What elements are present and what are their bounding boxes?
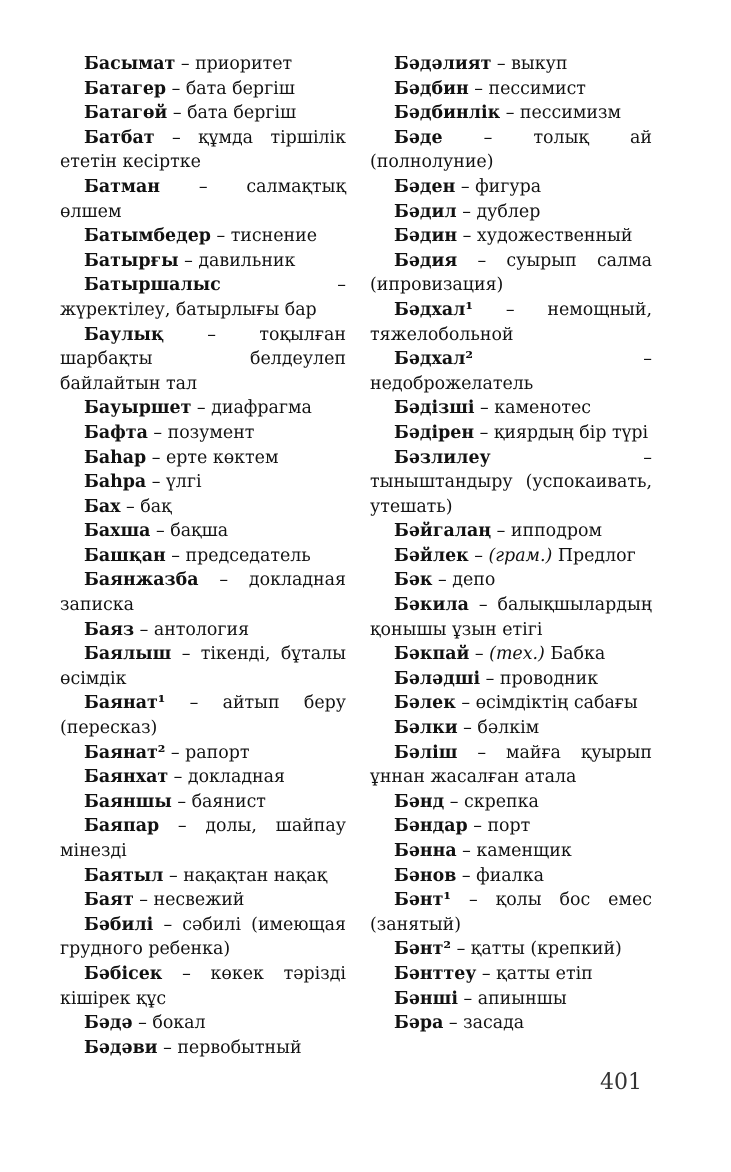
entry-headword: Баялыш	[84, 644, 172, 665]
dictionary-entry	[60, 421, 346, 446]
entry-headword: Баянат²	[84, 742, 166, 763]
entry-definition: – давильник	[178, 250, 296, 271]
dictionary-entry	[60, 77, 346, 102]
entry-definition: – нақақтан нақақ	[163, 865, 328, 886]
entry-grammar-label: (тех.)	[489, 644, 545, 665]
entry-headword: Баят	[84, 890, 134, 911]
dictionary-entry	[370, 446, 652, 520]
entry-definition: – айтып беру (пересказ)	[60, 693, 346, 739]
entry-headword: Баяпар	[84, 816, 160, 837]
dictionary-entry	[60, 962, 346, 1011]
entry-headword: Батырғы	[84, 250, 179, 271]
entry-definition: – первобытный	[157, 1037, 302, 1058]
entry-headword: Бәра	[394, 1013, 444, 1034]
entry-headword: Бәндар	[394, 816, 468, 837]
entry-definition: – каменщик	[456, 841, 572, 861]
entry-headword: Басымат	[84, 54, 176, 74]
dictionary-entry	[370, 175, 652, 200]
dictionary-entry	[370, 888, 652, 937]
entry-definition: – ипподром	[491, 521, 602, 542]
entry-definition: – жүректілеу, батырлығы бар	[60, 275, 346, 320]
entry-headword: Бәнші	[394, 988, 458, 1009]
entry-definition: – несвежий	[133, 890, 245, 911]
entry-headword: Бәнттеу	[394, 963, 477, 984]
dictionary-entry	[370, 864, 652, 889]
entry-headword: Батагер	[84, 78, 167, 99]
entry-definition: – пессимизм	[500, 103, 622, 124]
dictionary-entry	[60, 519, 346, 544]
dictionary-entry	[370, 126, 652, 175]
dictionary-entry	[60, 568, 346, 617]
entry-headword: Баянхат	[84, 767, 169, 788]
entry-headword: Бауыршет	[84, 398, 192, 419]
entry-definition: – сәбилі (имеющая грудного ребенка)	[60, 914, 346, 960]
entry-definition: – антология	[134, 619, 250, 640]
entry-headword: Бәнов	[394, 865, 457, 886]
entry-headword: Бәк	[394, 570, 433, 591]
dictionary-entry	[60, 126, 346, 175]
entry-headword: Бәнт²	[394, 939, 452, 960]
entry-definition: – өсімдіктің сабағы	[455, 693, 638, 714]
dictionary-entry	[370, 200, 652, 225]
entry-definition: – художественный	[457, 226, 633, 247]
entry-headword: Батыршалыс	[84, 275, 221, 296]
entry-definition: – үлгі	[146, 472, 202, 493]
entry-headword: Бәден	[394, 176, 456, 197]
entry-definition: – бақша	[150, 521, 229, 542]
entry-headword: Бәнт¹	[394, 890, 452, 911]
dictionary-entry	[60, 446, 346, 471]
dictionary-entry	[60, 765, 346, 790]
entry-headword: Бәдин	[394, 226, 458, 247]
entry-definition: – қолы бос емес (занятый)	[370, 890, 652, 935]
entry-headword: Бәде	[394, 127, 443, 148]
entry-definition: – тікенді, бұталы өсімдік	[60, 644, 346, 689]
dictionary-entry	[370, 544, 652, 569]
entry-definition: – майға қуырып ұннан жасалған атала	[370, 742, 652, 788]
entry-definition: – дублер	[456, 201, 541, 222]
entry-headword: Бәдбинлік	[394, 103, 501, 124]
dictionary-entry	[370, 691, 652, 716]
page-number: 401	[600, 1070, 642, 1095]
dictionary-entry	[60, 1011, 346, 1036]
dictionary-entry	[60, 323, 346, 397]
dictionary-entry	[370, 839, 652, 864]
entry-headword: Бәдірен	[394, 422, 475, 443]
entry-definition: – қатты (крепкий)	[451, 939, 622, 960]
entry-definition: – диафрагма	[191, 398, 312, 419]
dictionary-entry	[370, 716, 652, 741]
entry-headword: Баятыл	[84, 865, 164, 886]
entry-headword: Бәдил	[394, 201, 457, 222]
dictionary-entry	[60, 273, 346, 322]
dictionary-entry	[370, 962, 652, 987]
entry-headword: Баянат¹	[84, 693, 166, 714]
entry-headword: Бәйгалаң	[394, 521, 492, 542]
entry-headword: Батагөй	[84, 103, 168, 124]
entry-definition: – долы, шайпау мінезді	[60, 816, 346, 861]
entry-definition: – докладная	[168, 767, 285, 788]
entry-definition: – қатты етіп	[476, 963, 593, 984]
entry-headword: Бәдізші	[394, 398, 475, 419]
dictionary-entry	[60, 52, 346, 77]
entry-definition: – приоритет	[175, 54, 293, 74]
entry-definition: – бақ	[120, 496, 172, 517]
entry-definition: Предлог	[552, 545, 636, 566]
entry-definition: – толық ай (полнолуние)	[370, 127, 652, 173]
entry-definition: – құмда тіршілік ететін кесіртке	[60, 127, 346, 173]
dictionary-entry	[60, 224, 346, 249]
entry-definition: – позумент	[147, 422, 255, 443]
entry-definition: – бокал	[132, 1013, 206, 1034]
dictionary-entry	[60, 642, 346, 691]
dictionary-entry	[370, 790, 652, 815]
entry-headword: Бәлки	[394, 718, 458, 739]
entry-headword: Батман	[84, 176, 161, 197]
dictionary-entry	[370, 642, 652, 667]
entry-definition: – тыныштандыру (успокаивать, утешать)	[370, 447, 652, 517]
entry-headword: Баһра	[84, 472, 147, 493]
entry-headword: Бәбісек	[84, 963, 163, 984]
dictionary-entry	[370, 741, 652, 790]
entry-definition: – қиярдың бір түрі	[474, 422, 649, 443]
entry-headword: Батбат	[84, 127, 155, 148]
entry-definition: – докладная записка	[60, 570, 346, 616]
dictionary-entry	[370, 224, 652, 249]
entry-definition: – порт	[467, 816, 531, 837]
entry-headword: Баулық	[84, 324, 164, 345]
dictionary-entry	[370, 1011, 652, 1036]
entry-headword: Баянжазба	[84, 570, 199, 591]
entry-headword: Баяншы	[84, 791, 172, 812]
entry-definition: – суырып салма (ипровизация)	[370, 250, 652, 296]
entry-definition: – недоброжелатель	[370, 349, 652, 394]
entry-headword: Бафта	[84, 422, 148, 443]
dictionary-entry	[370, 667, 652, 692]
entry-headword: Бәдхал¹	[394, 299, 474, 320]
entry-definition: – проводник	[480, 668, 599, 689]
entry-definition: Бабка	[544, 644, 606, 665]
entry-headword: Баһар	[84, 447, 147, 468]
dictionary-entry	[370, 937, 652, 962]
entry-headword: Башқан	[84, 545, 166, 566]
entry-headword: Бәлек	[394, 693, 456, 714]
entry-headword: Бәдәви	[84, 1037, 158, 1058]
dictionary-entry	[60, 790, 346, 815]
entry-definition: – депо	[432, 570, 496, 591]
entry-headword: Бәдәлият	[394, 54, 492, 74]
entry-headword: Бәдия	[394, 250, 458, 271]
entry-definition: – выкуп	[491, 54, 568, 74]
entry-headword: Бәдә	[84, 1013, 133, 1034]
entry-definition: – каменотес	[474, 398, 592, 419]
entry-definition: – пессимист	[468, 78, 586, 99]
entry-headword: Бәзлилеу	[394, 447, 491, 468]
entry-definition: – ерте көктем	[146, 447, 279, 468]
dictionary-entry	[60, 618, 346, 643]
entry-headword: Бәдбин	[394, 78, 469, 99]
entry-definition: – көкек тәрізді кішірек құс	[60, 963, 346, 1009]
dictionary-entry	[60, 1036, 346, 1061]
dictionary-entry	[370, 347, 652, 396]
entry-grammar-label: (грам.)	[488, 545, 553, 566]
entry-definition: – фиалка	[456, 865, 544, 886]
dictionary-entry	[60, 913, 346, 962]
right-column	[370, 52, 652, 1036]
dictionary-entry	[370, 396, 652, 421]
dictionary-entry	[370, 814, 652, 839]
dictionary-entry	[370, 568, 652, 593]
dictionary-entry	[60, 888, 346, 913]
entry-headword: Бахша	[84, 521, 151, 542]
entry-headword: Бәліш	[394, 742, 458, 763]
entry-definition: – председатель	[165, 545, 311, 566]
dictionary-entry	[60, 470, 346, 495]
entry-definition: – тиснение	[210, 226, 317, 247]
entry-definition: – бата бергіш	[166, 78, 295, 99]
entry-headword: Бах	[84, 496, 121, 517]
dictionary-entry	[60, 249, 346, 274]
entry-headword: Бәнна	[394, 841, 457, 861]
dictionary-entry	[370, 101, 652, 126]
dictionary-entry	[60, 495, 346, 520]
entry-definition: – баянист	[171, 791, 266, 812]
dictionary-entry	[370, 298, 652, 347]
dictionary-entry	[60, 814, 346, 863]
entry-definition: – апиыншы	[457, 988, 567, 1009]
entry-definition: – бата бергіш	[167, 103, 297, 124]
dictionary-entry	[60, 544, 346, 569]
entry-definition: – рапорт	[165, 742, 250, 763]
entry-definition: – фигура	[455, 176, 542, 197]
entry-headword: Бәдхал²	[394, 349, 474, 370]
entry-headword: Бәйлек	[394, 545, 469, 566]
entry-definition: –	[469, 644, 490, 665]
entry-definition: – салмақтық өлшем	[60, 176, 346, 222]
dictionary-entry	[60, 691, 346, 740]
entry-headword: Баяз	[84, 619, 135, 640]
entry-definition: – балықшылардың қонышы ұзын етігі	[370, 595, 652, 640]
entry-headword: Бәләдші	[394, 668, 481, 689]
dictionary-entry	[370, 77, 652, 102]
entry-definition: – немощный, тяжелобольной	[370, 299, 652, 345]
entry-headword: Бәбилі	[84, 914, 154, 935]
entry-headword: Батымбедер	[84, 226, 211, 247]
dictionary-entry	[60, 741, 346, 766]
dictionary-entry	[370, 421, 652, 446]
dictionary-entry	[370, 519, 652, 544]
entry-definition: – засада	[443, 1013, 525, 1034]
entry-definition: – скрепка	[444, 791, 539, 812]
entry-headword: Бәкпай	[394, 644, 470, 665]
dictionary-entry	[370, 987, 652, 1012]
entry-headword: Бәнд	[394, 791, 445, 812]
dictionary-entry	[370, 52, 652, 77]
dictionary-entry	[370, 249, 652, 298]
dictionary-entry	[60, 396, 346, 421]
dictionary-entry	[60, 864, 346, 889]
dictionary-entry	[60, 175, 346, 224]
left-column	[60, 52, 346, 1060]
entry-definition: –	[468, 545, 489, 566]
entry-definition: – бәлкім	[457, 718, 540, 739]
dictionary-entry	[370, 593, 652, 642]
dictionary-entry	[60, 101, 346, 126]
entry-definition: – тоқылған шарбақты белдеулеп байлайтын тал	[60, 324, 346, 394]
entry-headword: Бәкила	[394, 595, 469, 616]
